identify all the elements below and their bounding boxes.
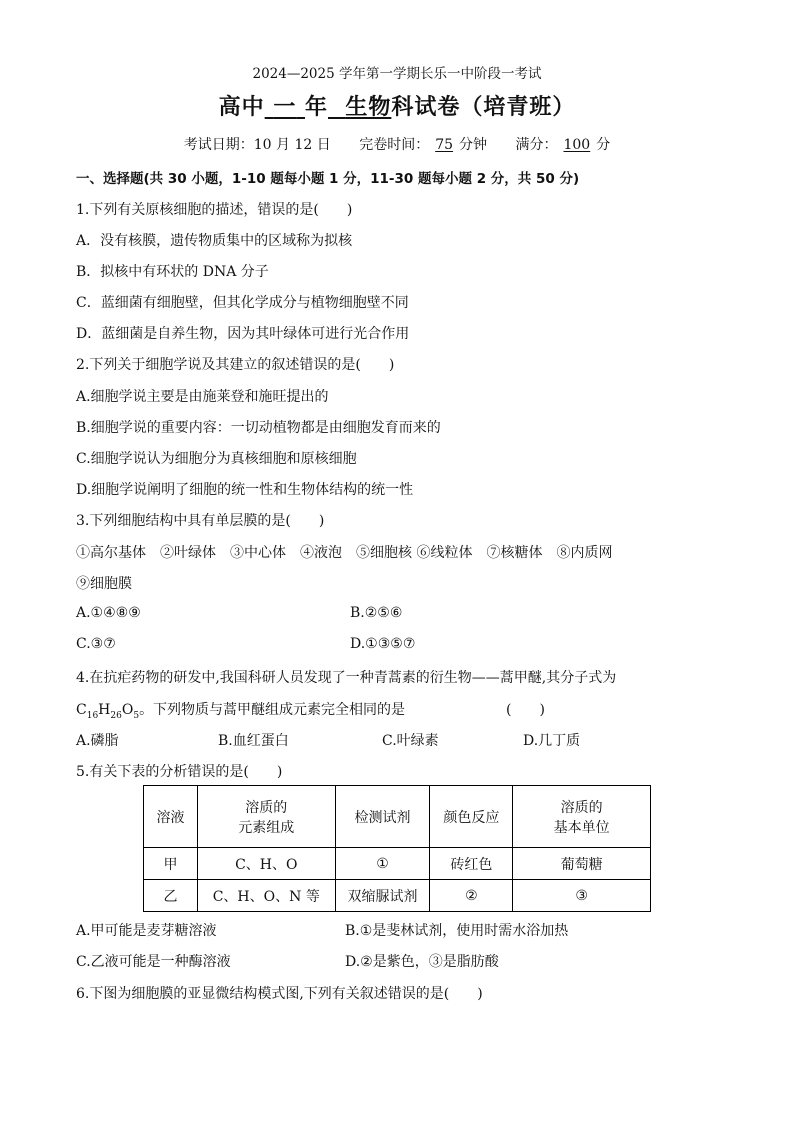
title-grade: 一 bbox=[273, 94, 297, 120]
title-year: 年 bbox=[305, 94, 329, 120]
q2-stem: 2.下列关于细胞学说及其建立的叙述错误的是( ) bbox=[76, 357, 395, 373]
score-unit: 分 bbox=[596, 137, 611, 153]
q4-stem-line1: 4.在抗疟药物的研发中,我国科研人员发现了一种青蒿素的衍生物——蒿甲醚,其分子式为 bbox=[76, 670, 617, 686]
q5-cell: 乙 bbox=[144, 880, 198, 912]
q3-stem: 3.下列细胞结构中具有单层膜的是( ) bbox=[76, 513, 325, 529]
q5-cell: C、H、O bbox=[197, 848, 335, 880]
formula-h-sub: 26 bbox=[110, 710, 122, 721]
formula-o-sub: 5 bbox=[133, 710, 140, 721]
q5-header-cell: 溶液 bbox=[144, 786, 198, 848]
q4-stem-text: 。下列物质与蒿甲醚组成元素完全相同的是 bbox=[139, 702, 406, 718]
q4-answer-paren: ( ) bbox=[506, 702, 545, 718]
q3-items-line2: ⑨细胞膜 bbox=[76, 576, 132, 592]
q3-items-line1: ①高尔基体 ②叶绿体 ③中心体 ④液泡 ⑤细胞核 ⑥线粒体 ⑦核糖体 ⑧内质网 bbox=[76, 545, 613, 561]
exam-subtitle: 2024—2025 学年第一学期长乐一中阶段一考试 bbox=[252, 66, 542, 82]
formula-o: O bbox=[121, 702, 134, 718]
table-row bbox=[144, 880, 651, 912]
q4-option-a: A.磷脂 bbox=[76, 733, 119, 749]
q1-stem: 1.下列有关原核细胞的描述，错误的是( ) bbox=[76, 202, 353, 218]
title-prefix: 高中 bbox=[218, 94, 265, 120]
q1-option-d: D．蓝细菌是自养生物，因为其叶绿体可进行光合作用 bbox=[76, 326, 410, 342]
q5-option-d: D.②是紫色，③是脂肪酸 bbox=[345, 954, 499, 970]
title-subject: 生物 bbox=[345, 94, 392, 120]
q5-table bbox=[143, 785, 651, 912]
q3-option-d: D.①③⑤⑦ bbox=[350, 636, 416, 652]
q5-cell: 砖红色 bbox=[430, 848, 513, 880]
q2-option-c: C.细胞学说认为细胞分为真核细胞和原核细胞 bbox=[76, 451, 357, 467]
exam-info bbox=[0, 134, 794, 154]
q5-table-header-row bbox=[144, 786, 651, 848]
score-value: 100 bbox=[563, 137, 591, 153]
time-label: 完卷时间： bbox=[359, 137, 430, 153]
formula-c: C bbox=[76, 702, 87, 718]
q4-option-b: B.血红蛋白 bbox=[218, 733, 289, 749]
q5-option-a: A.甲可能是麦芽糖溶液 bbox=[76, 923, 217, 939]
q2-option-b: B.细胞学说的重要内容：一切动植物都是由细胞发育而来的 bbox=[76, 420, 441, 436]
q1-option-c: C．蓝细菌有细胞壁，但其化学成分与植物细胞壁不同 bbox=[76, 295, 409, 311]
q4-stem-line2 bbox=[76, 699, 405, 721]
q5-cell: ③ bbox=[513, 880, 651, 912]
q4-option-c: C.叶绿素 bbox=[382, 733, 439, 749]
q1-option-a: A．没有核膜，遗传物质集中的区域称为拟核 bbox=[76, 233, 353, 249]
q3-option-c: C.③⑦ bbox=[76, 636, 116, 652]
q5-cell: C、H、O、N 等 bbox=[197, 880, 335, 912]
q5-cell: 双缩脲试剂 bbox=[335, 880, 430, 912]
table-row bbox=[144, 848, 651, 880]
q6-stem: 6.下图为细胞膜的亚显微结构模式图,下列有关叙述错误的是( ) bbox=[76, 986, 483, 1002]
q3-option-a: A.①④⑧⑨ bbox=[76, 605, 141, 621]
score-label: 满分： bbox=[515, 137, 558, 153]
exam-title bbox=[0, 90, 794, 121]
q3-option-b: B.②⑤⑥ bbox=[350, 605, 403, 621]
q5-option-c: C.乙液可能是一种酶溶液 bbox=[76, 954, 231, 970]
section-heading: 一、选择题(共 30 小题，1-10 题每小题 1 分，11-30 题每小题 2 分，共 50 分) bbox=[76, 171, 580, 187]
q5-header-cell: 溶质的 元素组成 bbox=[197, 786, 335, 848]
formula-c-sub: 16 bbox=[86, 710, 99, 721]
q1-option-b: B．拟核中有环状的 DNA 分子 bbox=[76, 264, 269, 280]
time-value: 75 bbox=[435, 137, 454, 153]
q5-cell: 甲 bbox=[144, 848, 198, 880]
q2-option-d: D.细胞学说阐明了细胞的统一性和生物体结构的统一性 bbox=[76, 482, 414, 498]
q5-cell: ② bbox=[430, 880, 513, 912]
q5-stem: 5.有关下表的分析错误的是( ) bbox=[76, 764, 283, 780]
title-suffix: 科试卷（培青班） bbox=[391, 94, 576, 120]
q5-option-b: B.①是斐林试剂，使用时需水浴加热 bbox=[345, 923, 569, 939]
q2-option-a: A.细胞学说主要是由施莱登和施旺提出的 bbox=[76, 389, 329, 405]
formula-h: H bbox=[98, 702, 111, 718]
time-unit: 分钟 bbox=[459, 137, 488, 153]
q5-cell: ① bbox=[335, 848, 430, 880]
q5-header-cell: 检测试剂 bbox=[335, 786, 430, 848]
q4-option-d: D.几丁质 bbox=[523, 733, 581, 749]
exam-date: 考试日期：10 月 12 日 bbox=[183, 137, 331, 153]
q5-cell: 葡萄糖 bbox=[513, 848, 651, 880]
q5-header-cell: 颜色反应 bbox=[430, 786, 513, 848]
q5-header-cell: 溶质的 基本单位 bbox=[513, 786, 651, 848]
